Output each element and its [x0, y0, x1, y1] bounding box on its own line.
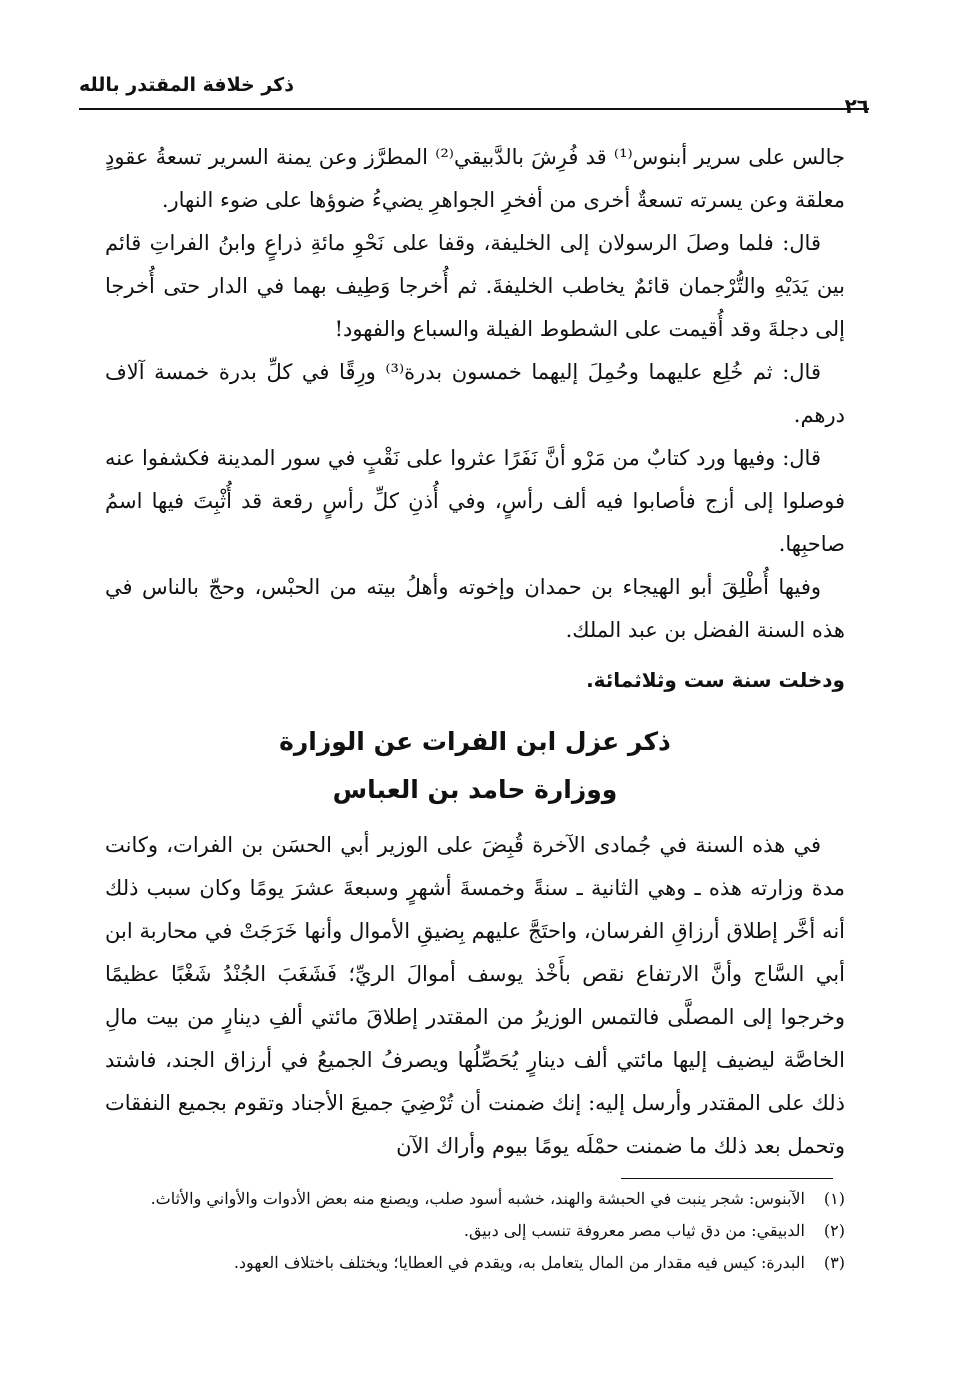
- section-heading-line-2: ووزارة حامد بن العباس: [332, 775, 618, 804]
- footnote-text: الآبنوس: شجر ينبت في الحبشة والهند، خشبه أسود صلب، ويصنع منه بعض الأدوات والأواني والأثاث.: [150, 1189, 805, 1208]
- paragraph-2: قال: فلما وصلَ الرسولان إلى الخليفة، وقفا على نَحْوِ مائةِ ذراعٍ وابنُ الفراتِ قائم بين يَدَيْهِ والتُّرْجمان قائمٌ يخاطب الخليفةَ. ثم أُخرجا وَطِيف بهما في الدار حتى أُخرجا إلى دجلةَ وقد أُقيمت على الشطوط الفيلة والسباع والفهود!: [105, 231, 845, 341]
- footnote-1: [105, 1184, 845, 1214]
- footnote-text: البدرة: كيس فيه مقدار من المال يتعامل به، ويقدم في العطايا؛ ويختلف باختلاف العهود.: [233, 1253, 805, 1272]
- footnote-number: (٢): [823, 1221, 845, 1240]
- main-text: [105, 136, 845, 1168]
- year-line: ودخلت سنة ست وثلاثمائة.: [586, 668, 845, 692]
- section-paragraph: في هذه السنة في جُمادى الآخرة قُبِضَ على الوزير أبي الحسَن بن الفرات، وكانت مدة وزارته هذه ـ وهي الثانية ـ سنةً وخمسةَ أشهرٍ وسبعةَ عشرَ يومًا وكان سبب ذلك أنه أخَّر إطلاق أرزاقِ الفرسان، واحتَجَّ عليهم بِضيقِ الأموال وأنها خَرَجَتْ في محاربة ابن أبي السَّاج وأنَّ الارتفاع نقص بأَخْذ يوسف أموالَ الريِّ؛ فَشَغَبَ الجُنْدُ شَغْبًا عظيمًا وخرجوا إلى المصلَّى فالتمس الوزيرُ من المقتدر إطلاقَ مائتي ألفِ دينارٍ من بيت مالِ الخاصَّة ليضيف إليها مائتي ألف دينارٍ يُحَصِّلُها ويصرفُ الجميعُ في أرزاق الجند، فاشتد ذلك على المقتدر وأرسل إليه: إنك ضمنت أن تُرْضِيَ جميعَ الأجناد وتقوم بجميع النفقات وتحمل بعد ذلك ما ضمنت حمْلَه يومًا بيوم وأراك الآن: [105, 833, 845, 1158]
- paragraph-5: وفيها أُطْلِقَ أبو الهيجاء بن حمدان وإخوته وأهلُ بيته من الحبْس، وحجّ بالناس في هذه السنة الفضل بن عبد الملك.: [105, 575, 845, 642]
- footnote-rule: [621, 1178, 833, 1179]
- header-rule: [79, 108, 869, 110]
- paragraph-3: قال: ثم خُلِع عليهما وحُمِلَ إليهما خمسون بدرة⁽³⁾ ورِقًا في كلِّ بدرة خمسة آلاف درهم.: [105, 360, 845, 427]
- section-heading: [105, 718, 845, 814]
- footnote-number: (٣): [823, 1253, 845, 1272]
- paragraph-4: قال: وفيها ورد كتابٌ من مَرْو أنَّ نَفَرًا عثروا على نَقْبٍ في سور المدينة فكشفوا عنه فوصلوا إلى أزج فأصابوا فيه ألف رأسٍ، وفي أُذنِ كلِّ رأسٍ رقعة قد أُثْبِتَ فيها اسمُ صاحبِها.: [105, 446, 845, 556]
- footnotes: [105, 1184, 845, 1280]
- paragraph-1: جالس على سرير أبنوس⁽¹⁾ قد فُرِشَ بالدَّبيقي⁽²⁾ المطرَّز وعن يمنة السرير تسعةُ عقودٍ معلقة وعن يسرته تسعةٌ أخرى من أفخرِ الجواهرِ يضيءُ ضوؤها على ضوء النهار.: [105, 145, 845, 212]
- footnote-text: الدبيقي: من دق ثياب مصر معروفة تنسب إلى دبيق.: [463, 1221, 805, 1240]
- running-header: [79, 74, 869, 118]
- page-number: ٢٦: [844, 94, 869, 118]
- footnote-2: [105, 1216, 845, 1246]
- footnote-number: (١): [823, 1189, 845, 1208]
- running-title: ذكر خلافة المقتدر بالله: [79, 74, 294, 96]
- section-heading-line-1: ذكر عزل ابن الفرات عن الوزارة: [279, 727, 671, 756]
- footnote-3: [105, 1248, 845, 1278]
